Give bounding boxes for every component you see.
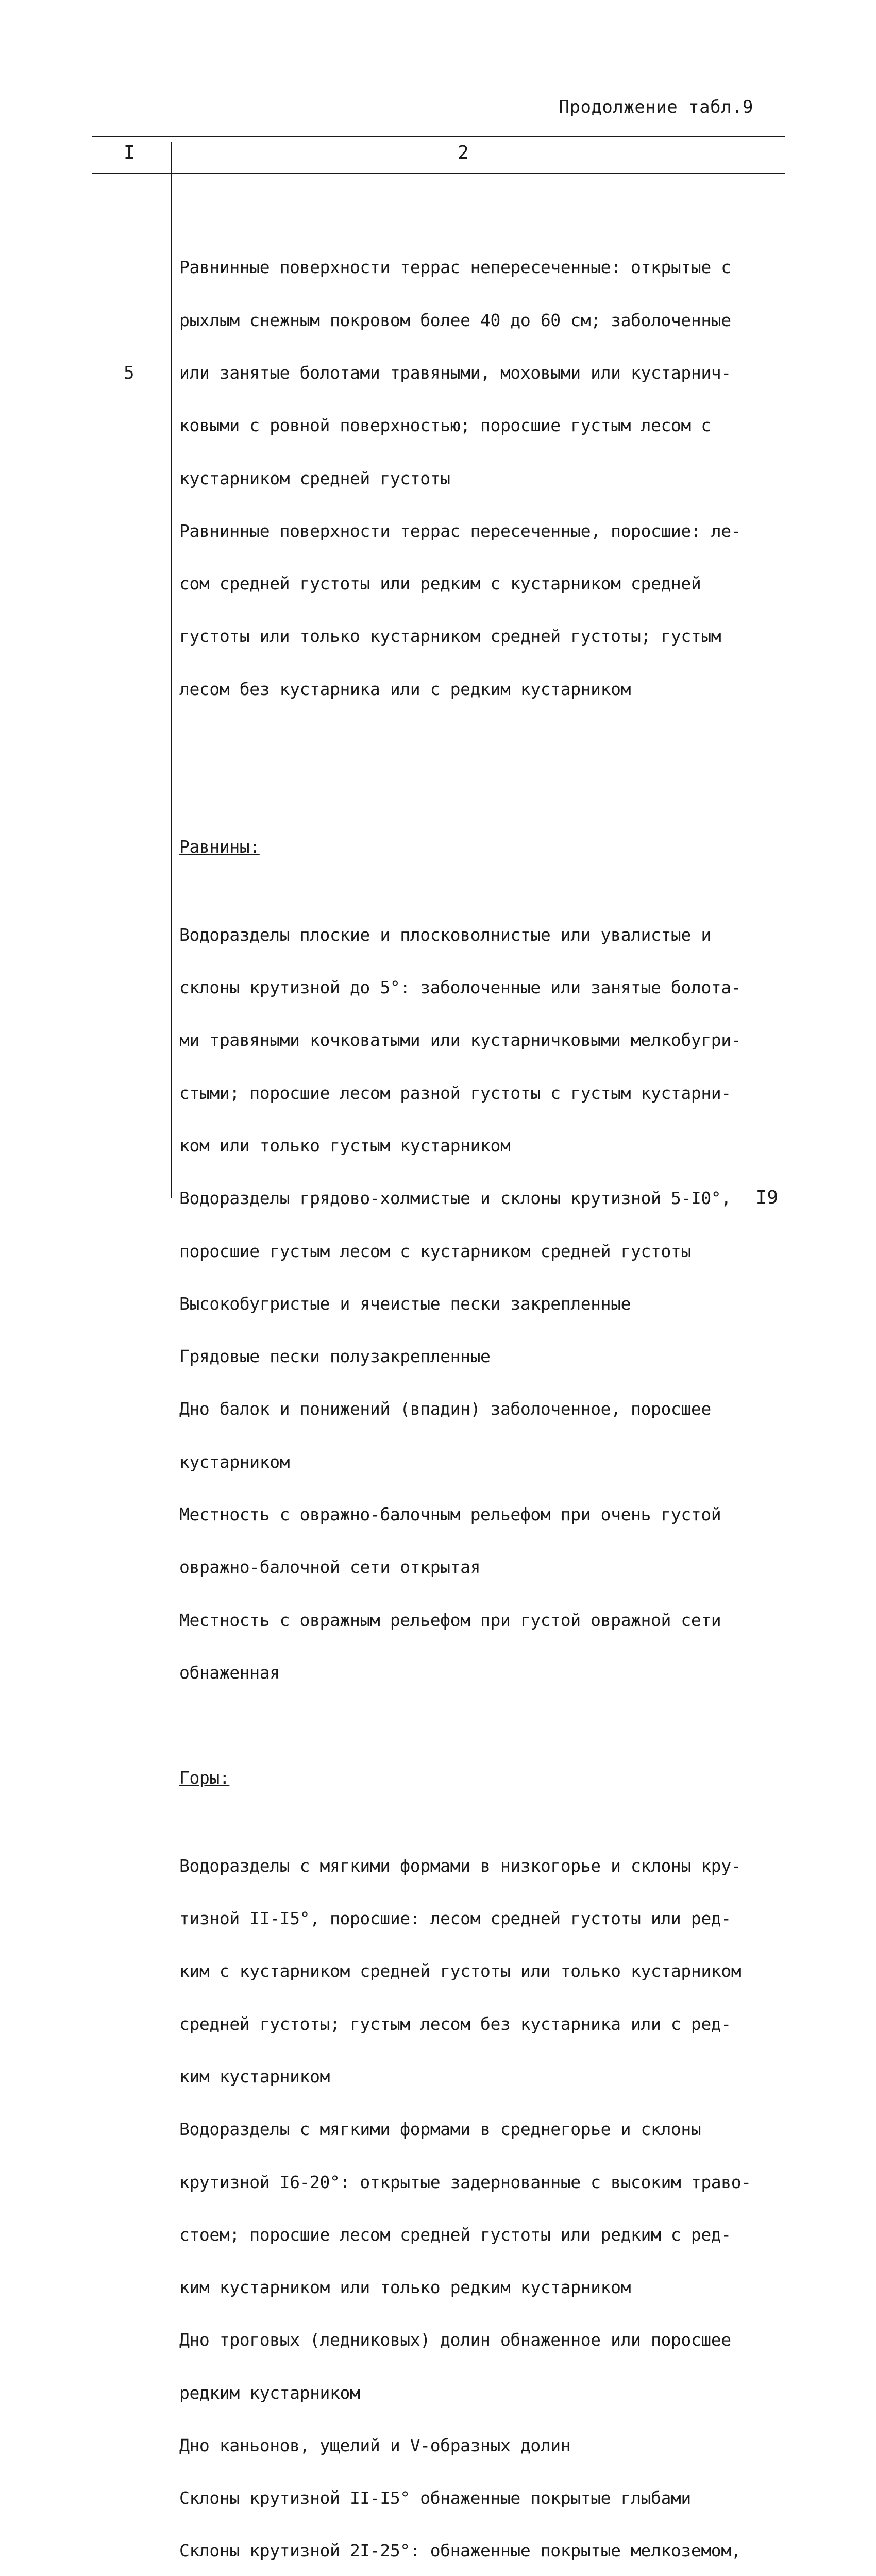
text-line: овражно-балочной сети открытая [179, 1557, 481, 1578]
text-line: Равнинные поверхности террас пересеченные, поросшие: ле- [179, 520, 742, 541]
text-line: кустарником средней густоты [179, 468, 450, 488]
block-a [179, 224, 798, 733]
text-line: редким кустарником [179, 2382, 360, 2403]
section-heading-plains: Равнины: [179, 837, 260, 857]
text-line: Дно балок и понижений (впадин) заболоченное, поросшее [179, 1399, 711, 1419]
text-line: средней густоты; густым лесом без кустарника или с ред- [179, 2013, 731, 2034]
text-line: Водоразделы с мягкими формами в среднегорье и склоны [179, 2119, 701, 2140]
column-1-header: I [124, 142, 135, 163]
text-line: Равнинные поверхности террас непересеченные: открытые с [179, 257, 731, 278]
text-line: ком или только густым кустарником [179, 1135, 511, 1156]
table-continuation-caption: Продолжение табл.9 [559, 97, 753, 117]
text-line: ким кустарником или только редким кустарником [179, 2277, 631, 2298]
text-line: рыхлым снежным покровом более 40 до 60 см; заболоченные [179, 310, 731, 330]
block-plains [179, 891, 798, 1717]
text-line: склоны крутизной до 5°: заболоченные или занятые болота- [179, 977, 742, 998]
text-line: Водоразделы плоские и плосковолнистые или увалистые и [179, 924, 711, 945]
text-line: обнаженная [179, 1662, 280, 1683]
block-mountains [179, 1822, 798, 2576]
text-line: Склоны крутизной 2I-25°: обнаженные покрытые мелкоземом, [179, 2540, 742, 2561]
text-line: Дно каньонов, ущелий и V-образных долин [179, 2435, 571, 2455]
section-heading-mountains: Горы: [179, 1768, 230, 1788]
text-line: ковыми с ровной поверхностью; поросшие густым лесом с [179, 415, 711, 436]
text-line: Местность с овражным рельефом при густой овражной сети [179, 1609, 721, 1630]
text-line: ким с кустарником средней густоты или только кустарником [179, 1961, 742, 1981]
text-line: Грядовые пески полузакрепленные [179, 1346, 491, 1367]
page-number: I9 [755, 1187, 778, 1208]
column-divider [171, 142, 172, 1198]
text-line: Водоразделы грядово-холмистые и склоны крутизной 5-I0°, [179, 1188, 731, 1209]
table-header-rule [92, 173, 785, 174]
table-top-rule [92, 136, 785, 137]
text-line: Высокобугристые и ячеистые пески закрепленные [179, 1293, 631, 1314]
text-line: Местность с овражно-балочным рельефом при очень густой [179, 1504, 721, 1524]
text-line: стоем; поросшие лесом средней густоты или редким с ред- [179, 2224, 731, 2245]
text-line: стыми; поросшие лесом разной густоты с густым кустарни- [179, 1082, 731, 1103]
text-line: сом средней густоты или редким с кустарником средней [179, 573, 701, 594]
text-line: поросшие густым лесом с кустарником средней густоты [179, 1241, 691, 1261]
text-line: или занятые болотами травяными, моховыми или кустарнич- [179, 362, 731, 383]
spacer [179, 768, 798, 786]
text-line: крутизной I6-20°: открытые задернованные с высоким траво- [179, 2172, 751, 2192]
text-line: тизной II-I5°, поросшие: лесом средней густоты или ред- [179, 1908, 731, 1929]
text-line: кустарником [179, 1451, 290, 1472]
text-line: ким кустарником [179, 2066, 330, 2087]
column-2-content [179, 189, 798, 2576]
text-line: Склоны крутизной II-I5° обнаженные покрытые глыбами [179, 2488, 691, 2509]
text-line: Водоразделы с мягкими формами в низкогорье и склоны кру- [179, 1855, 742, 1876]
row-number: 5 [124, 363, 134, 383]
text-line: Дно троговых (ледниковых) долин обнаженное или поросшее [179, 2330, 731, 2350]
text-line: лесом без кустарника или с редким кустарником [179, 679, 631, 699]
text-line: густоты или только кустарником средней густоты; густым [179, 626, 721, 647]
column-2-header: 2 [458, 142, 469, 163]
text-line: ми травяными кочковатыми или кустарничковыми мелкобугри- [179, 1030, 742, 1050]
